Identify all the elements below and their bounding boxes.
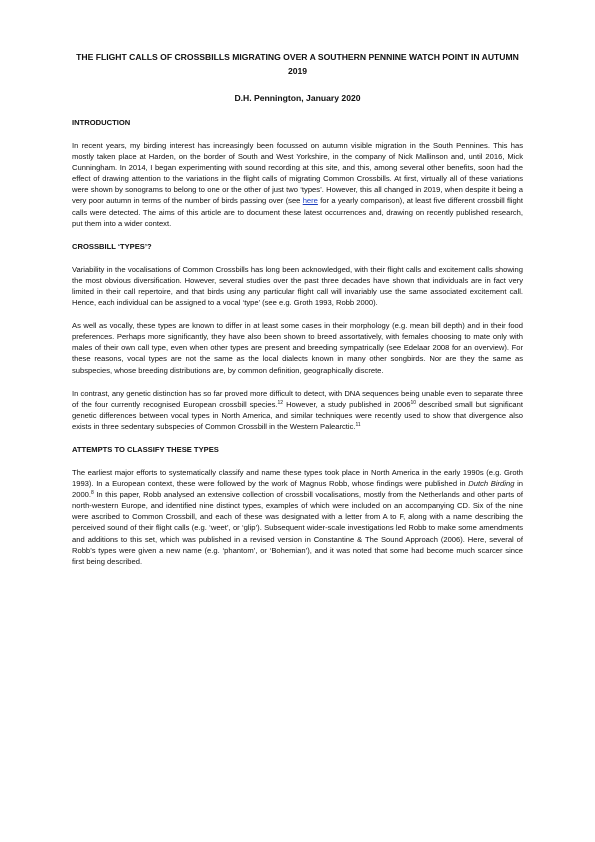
paragraph: In contrast, any genetic distinction has so far proved more difficult to detect, with DNA sequences being unable even to separate three of the four currently recognised European crossbill species.$^{12}$ However, a study published in 2006$^{10}$ described small but significant genetic differences between vocal types in North America, and similar techniques were recently used to show that divergence also exists in three sedentary subspecies of Common Crossbill in the Western Palearctic.$^{11}$: [72, 388, 523, 431]
paragraph: As well as vocally, these types are known to differ in at least some cases in their morphology (e.g. mean bill depth) and in their food preferences. Perhaps more significantly, they have also been shown to breed assortatively, with females choosing to mate only with males of their own call type, even when other types are present and breeding sympatrically (see Edelaar 2008 for an overview). For these reasons, vocal types are not the same as the local dialects known in many other songbirds. Nor are they the same as subspecies, whose breeding distributions are, by common definition, geographically discrete.: [72, 321, 523, 375]
journal-title: Dutch Birding: [468, 479, 515, 489]
footnote-ref: 8: [91, 490, 94, 497]
section-heading-crossbill-types: CROSSBILL ‘TYPES’?: [72, 241, 152, 251]
footnote-ref: 12: [277, 399, 284, 406]
footnote-ref: 11: [355, 421, 361, 428]
section-heading-introduction: INTRODUCTION: [72, 118, 131, 127]
footnote-ref: 10: [410, 399, 416, 406]
author-date: D.H. Pennington, January 2020: [234, 93, 361, 103]
page-title: THE FLIGHT CALLS OF CROSSBILLS MIGRATING OVER A SOUTHERN PENNINE WATCH POINT IN AUTUMN 2019: [76, 52, 519, 76]
paragraph: Variability in the vocalisations of Common Crossbills has long been acknowledged, with their flight calls and excitement calls showing the most obvious diversification. However, several studies over the past three decades have shown that individuals are in fact very limited in their call repertoire, and that birds using any particular flight call will invariably use the same associated excitement call. Hence, each individual can be assigned to a vocal ‘type’ (see e.g. Groth 1993, Robb 2000).: [72, 264, 523, 308]
paragraph: In recent years, my birding interest has increasingly been focussed on autumn visible migration in the South Pennines. This has mostly taken place at Harden, on the border of South and West Yorkshire, in the company of Nick Mallinson and, until 2016, Mick Cunningham. In 2014, I began experimenting with sound recording at this site, and this, among several other benefits, soon had the effect of drawing attention to the variations in the flight calls of migrating Common Crossbills. At first, virtually all of these variations were shown by sonograms to belong to one or the other of just two ‘types’. However, this all changed in 2019, when despite it being a very poor autumn in terms of the number of birds passing over (see here for a yearly comparison), at least five different crossbill flight calls were detected. The aims of this article are to document these latest occurrences and, drawing on recently published research, put them into a wider context.: [72, 141, 524, 228]
section-heading-attempts-to-classify: ATTEMPTS TO CLASSIFY THESE TYPES: [72, 444, 219, 454]
yearly-comparison-link[interactable]: here: [302, 196, 318, 206]
paragraph: The earliest major efforts to systematically classify and name these types took place in North America in the early 1990s (e.g. Groth 1993). In a European context, these were followed by the work of Magnus Robb, whose findings were published in Dutch Birding in 2000.$^8$ In this paper, Robb analysed an extensive collection of crossbill vocalisations, mostly from the Netherlands and other parts of north-western Europe, and identified nine distinct types, examples of which were included on an accompanying CD. Six of the nine were ascribed to Common Crossbill, and each of these was designated with a letter from A to F, along with a name describing the perceived sound of their flight calls (e.g. ‘weet’, or ‘glip’). Subsequent wider-scale investigations led Robb to make some amendments and additions to this set, which was published in a revised version in Constantine & The Sound Approach (2006). Here, several of Robb’s types were given a new name (e.g. ‘phantom’, or ‘Bohemian’), and it was noted that some had become much scarcer since first being described.: [72, 467, 523, 566]
